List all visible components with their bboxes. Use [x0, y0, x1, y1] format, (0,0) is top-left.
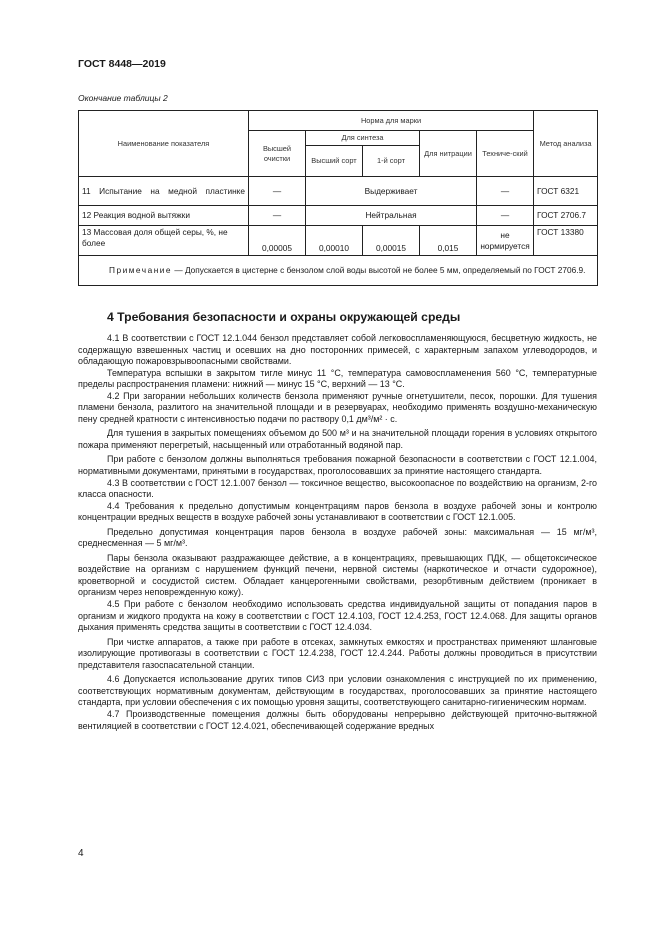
header-synthesis: Для синтеза	[306, 131, 420, 146]
header-first-grade: 1-й сорт	[363, 146, 420, 177]
note-label: Примечание	[109, 265, 173, 275]
cell-highest-grade: 0,00010	[306, 226, 363, 256]
cell-method: ГОСТ 2706.7	[534, 206, 598, 226]
header-indicator: Наименование показателя	[79, 111, 249, 177]
cell-technical: —	[477, 206, 534, 226]
table-caption: Окончание таблицы 2	[78, 93, 168, 103]
row-indicator-name: 12 Реакция водной вытяжки	[79, 206, 249, 226]
row-indicator-name: 11 Испытание на медной пластинке	[79, 177, 249, 206]
section-heading: 4 Требования безопасности и охраны окружающей среды	[107, 310, 461, 324]
table-row	[79, 226, 598, 256]
header-technical: Техниче-ский	[477, 131, 534, 177]
paragraph-4-4: 4.4 Требования к предельно допустимым концентрациям паров бензола в воздухе рабочей зоны и контролю концентрации вредных веществ в воздухе рабочей зоны устанавливают в соответствии с ГОСТ 12.1.005.	[78, 500, 597, 523]
table-row	[79, 206, 598, 226]
paragraph-flash-point: Температура вспышки в закрытом тигле минус 11 °С, температура самовоспламенения 560 °С, температурные пределы распространения пламени: нижний — минус 15 °С, верхний — 13 °С.	[78, 367, 597, 390]
header-nitration: Для нитрации	[420, 131, 477, 177]
cell-highest-purity: —	[249, 177, 306, 206]
cell-nitration: 0,015	[420, 226, 477, 256]
table-note	[79, 256, 598, 286]
header-method: Метод анализа	[534, 111, 598, 177]
header-highest-grade: Высший сорт	[306, 146, 363, 177]
cell-synthesis-nitration: Выдерживает	[306, 177, 477, 206]
paragraph-4-5: 4.5 При работе с бензолом необходимо использовать средства индивидуальной защиты от попадания паров в организм и жидкого продукта на кожу в соответствии с ГОСТ 12.4.103, ГОСТ 12.4.253, ГОСТ 12.4.068. Для защиты органов дыхания применять средства защиты в соответствии с ГОСТ 12.4.034.	[78, 599, 597, 633]
header-norm-group: Норма для марки	[249, 111, 534, 131]
paragraph-4-3: 4.3 В соответствии с ГОСТ 12.1.007 бензол — токсичное вещество, высокоопасное по воздействию на организм, 2-го класса опасности.	[78, 477, 597, 500]
paragraph-fire-safety: При работе с бензолом должны выполняться требования пожарной безопасности в соответствии с ГОСТ 12.1.004, нормативными документами, принятыми в государствах, проголосовавших за принятие настоящего стандарта.	[78, 454, 597, 477]
cell-first-grade: 0,00015	[363, 226, 420, 256]
paragraph-4-1: 4.1 В соответствии с ГОСТ 12.1.044 бензол представляет собой легковоспламеняющуюся, бесцветную жидкость, не содержащую взвешенных частиц и осевших на дно посторонних примесей, с характерным запахом углеводородов, и обладающую пожаровзрывоопасными свойствами.	[78, 333, 597, 367]
paragraph-max-concentration: Предельно допустимая концентрация паров бензола в воздухе рабочей зоны: максимальная — 15 мг/м³, среднесменная — 5 мг/м³.	[78, 526, 597, 549]
paragraph-gas-masks: При чистке аппаратов, а также при работе в отсеках, замкнутых емкостях и пространствах применяют шланговые изолирующие противогазы в соответствии с ГОСТ 12.4.238, ГОСТ 12.4.244. Работы должны проводиться в присутствии представителя газоспасательной станции.	[78, 636, 597, 670]
header-highest-purity: Высшей очистки	[249, 131, 306, 177]
paragraph-steam-extinguishing: Для тушения в закрытых помещениях объемом до 500 м³ и на значительной площади горения в условиях открытого пожара применяют перегретый, насыщенный или отработанный водяной пар.	[78, 428, 597, 450]
cell-method: ГОСТ 6321	[534, 177, 598, 206]
paragraph-4-6: 4.6 Допускается использование других типов СИЗ при условии ознакомления с инструкцией по их применению, соответствующих нормативным документам, действующим в государствах, проголосовавших за принятие настоящего стандарта, при условии обеспечения с их помощью уровня защиты, соответствующего санитарно-гигиеническим нормам.	[78, 674, 597, 708]
cell-technical: —	[477, 177, 534, 206]
paragraph-toxic-effects: Пары бензола оказывают раздражающее действие, а в концентрациях, превышающих ПДК, — общетоксическое воздействие на организм с нарушением функций печени, нервной системы (наркотическое и отчасти судорожное), кроветворной и сосудистой систем. Обладает канцерогенными свойствами, резорбтивным действием (проникает в организм через неповрежденную кожу).	[78, 552, 597, 598]
norms-table	[78, 110, 598, 286]
cell-technical: не нормируется	[477, 226, 534, 256]
page-number: 4	[78, 848, 84, 859]
cell-method: ГОСТ 13380	[534, 226, 598, 256]
paragraph-4-2: 4.2 При загорании небольших количеств бензола применяют ручные огнетушители, песок, порошки. Для тушения пламени бензола, разлитого на значительной площади и в резервуарах, необходимо применять воздушно-механическую пену средней кратности с интенсивностью подачи по раствору 0,1 дм³/м² · с.	[78, 390, 597, 424]
row-indicator-name: 13 Массовая доля общей серы, %, не более	[79, 226, 249, 256]
table-row	[79, 177, 598, 206]
table-note-row	[79, 256, 598, 286]
cell-highest-purity: 0,00005	[249, 226, 306, 256]
standard-code-header: ГОСТ 8448—2019	[78, 58, 166, 70]
section-body	[78, 333, 597, 732]
cell-synthesis-nitration: Нейтральная	[306, 206, 477, 226]
cell-highest-purity: —	[249, 206, 306, 226]
table-header-row	[79, 111, 598, 131]
note-text: — Допускается в цистерне с бензолом слой воды высотой не более 5 мм, определяемый по ГОСТ 2706.9.	[172, 265, 586, 275]
paragraph-4-7: 4.7 Производственные помещения должны быть оборудованы непрерывно действующей приточно-вытяжной вентиляцией в соответствии с ГОСТ 12.4.021, обеспечивающей содержание вредных	[78, 708, 597, 731]
